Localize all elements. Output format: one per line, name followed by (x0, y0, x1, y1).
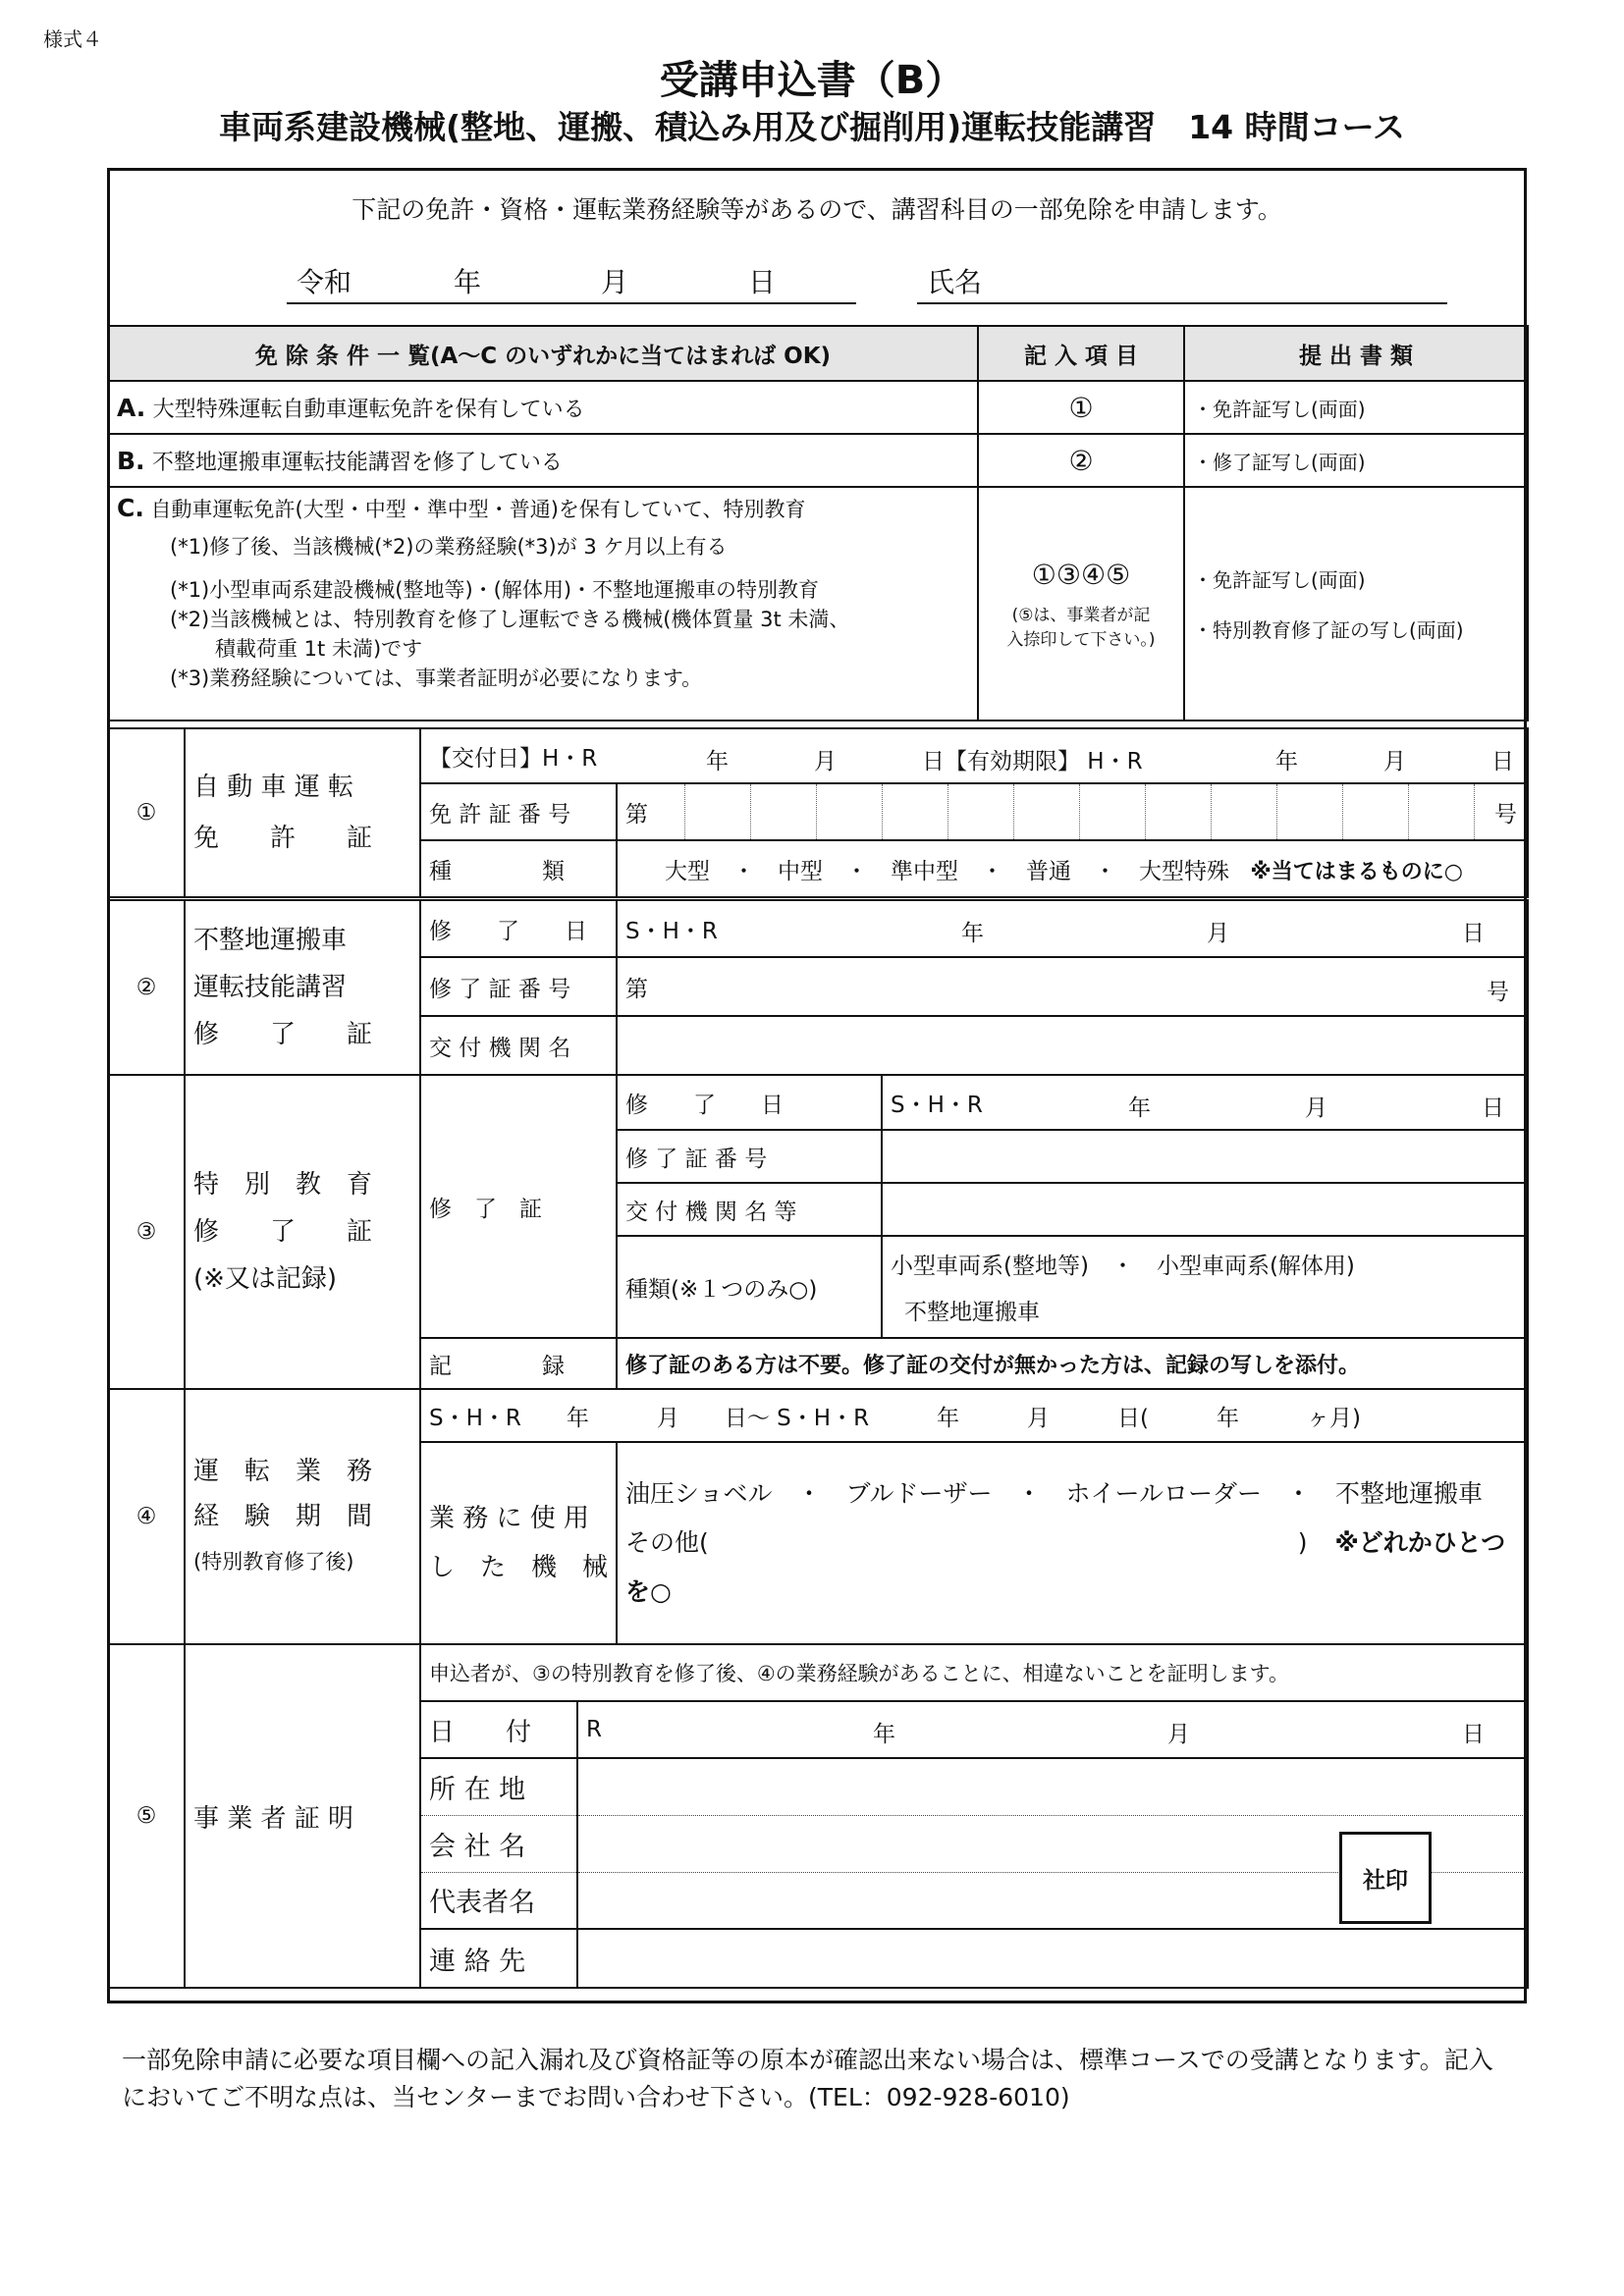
exemption-row-b (108, 434, 1528, 487)
date-month: 月 (1207, 921, 1229, 946)
intro-statement: 下記の免許・資格・運転業務経験等があるので、講習科目の一部免除を申請します。 (352, 195, 1282, 224)
row-c-line4: 積載荷重 1t 未満)です (215, 637, 423, 661)
contact-field[interactable] (577, 1929, 1528, 1988)
section-4-label-2: 経 験 期 間 (193, 1502, 373, 1531)
date-year: 年 (1128, 1095, 1151, 1121)
row-docs: ・免許証写し(両面) (1184, 381, 1528, 434)
section-2-label-1: 不整地運搬車 (193, 926, 348, 955)
cert-no-label: 修 了 証 番 号 (420, 957, 617, 1016)
section-3-label-2: 修 了 証 (193, 1217, 373, 1247)
date-era: R (586, 1717, 602, 1742)
date-year: 年 (961, 921, 984, 946)
machine-other: その他( ) (625, 1528, 1308, 1557)
issuer-field[interactable] (617, 1016, 1528, 1075)
date-year: 年 (873, 1722, 895, 1747)
row-text: 自動車運転免許(大型・中型・準中型・普通)を保有していて、特別教育 (150, 498, 806, 521)
digit-box[interactable] (1212, 784, 1277, 839)
experience-period-field[interactable]: S・H・R 年 月 日～ S・H・R 年 月 日( 年 ヶ月) (420, 1389, 1528, 1442)
machine-note: ※どれかひとつを○ (625, 1528, 1506, 1606)
digit-box[interactable] (685, 784, 751, 839)
digit-box[interactable] (1014, 784, 1080, 839)
row-docs: ・修了証写し(両面) (1184, 434, 1528, 487)
date-month: 月 (1305, 1095, 1327, 1121)
name-label: 氏名 (927, 266, 983, 298)
seal-label: 社印 (1363, 1867, 1408, 1894)
section-3-special-education (107, 1074, 1529, 1390)
section-1-label-2: 免 許 証 (193, 824, 373, 853)
section-5-label: 事 業 者 証 明 (185, 1644, 420, 1988)
section-2-label-2: 運転技能講習 (193, 973, 348, 1002)
completion-date-field[interactable] (882, 1075, 1528, 1130)
header-entry-items: 記 入 項 目 (978, 326, 1184, 381)
machine-options: 油圧ショベル ・ ブルドーザー ・ ホイールローダー ・ 不整地運搬車 (625, 1479, 1484, 1508)
company-label: 会 社 名 (420, 1815, 577, 1872)
row-c-line5: (*3)業務経験については、事業者証明が必要になります。 (170, 667, 703, 690)
digit-box[interactable] (1146, 784, 1212, 839)
digit-box[interactable] (883, 784, 948, 839)
row-docs-1: ・免許証写し(両面) (1193, 568, 1366, 592)
issuer-label: 交 付 機 関 名 (420, 1016, 617, 1075)
contact-label: 連 絡 先 (420, 1929, 577, 1988)
header-documents: 提 出 書 類 (1184, 326, 1528, 381)
section-2-certificate (107, 899, 1529, 1076)
date-day: 日 (1482, 1095, 1504, 1121)
address-field[interactable] (577, 1758, 1528, 1815)
exemption-table (107, 325, 1529, 721)
era-value: S・H・R (625, 918, 718, 944)
completion-date-label: 修 了 日 (420, 900, 617, 957)
exemption-row-c (108, 487, 1528, 721)
completion-date-label: 修 了 日 (617, 1075, 882, 1130)
row-entry: ① (978, 381, 1184, 434)
footnote: 一部免除申請に必要な項目欄への記入漏れ及び資格証等の原本が確認出来ない場合は、標準コースでの受講となります。記入においてご不明な点は、当センターまでお問い合わせ下さい。(TEL：092-928-6010) (122, 2046, 1493, 2111)
machines-label-1: 業 務 に 使 用 (429, 1504, 590, 1533)
name-line[interactable] (917, 261, 1447, 304)
document-title: 受講申込書（B） (659, 58, 965, 103)
section-3-number: ③ (108, 1075, 185, 1389)
era-value: S・H・R (891, 1092, 983, 1118)
valid-month: 月 (1383, 749, 1406, 774)
record-label: 記 録 (420, 1338, 617, 1389)
date-line[interactable] (287, 261, 856, 304)
section-1-label-1: 自 動 車 運 転 (193, 773, 354, 802)
row-entry-note-1: (⑤は、事業者が記 (1011, 605, 1151, 625)
header-conditions: 免 除 条 件 一 覧(A～C のいずれかに当てはまれば OK) (108, 326, 978, 381)
row-docs-2: ・特別教育修了証の写し(両面) (1193, 618, 1464, 642)
section-2-number: ② (108, 900, 185, 1075)
type-line-2: 不整地運搬車 (904, 1300, 1040, 1325)
section-3-label-1: 特 別 教 育 (193, 1170, 373, 1200)
section-1-license (107, 727, 1529, 898)
type-field[interactable] (882, 1236, 1528, 1338)
section-4-number: ④ (108, 1389, 185, 1644)
form-id: 様式４ (43, 27, 102, 51)
row-text: 大型特殊運転自動車運転免許を保有している (152, 397, 585, 422)
license-type-note: ※当てはまるものに○ (1250, 859, 1463, 884)
row-key: C. (117, 494, 144, 522)
company-seal-box[interactable] (1339, 1832, 1432, 1924)
cert-no-field[interactable] (882, 1130, 1528, 1183)
date-month: 月 (601, 266, 629, 298)
cert-no-label: 修 了 証 番 号 (617, 1130, 882, 1183)
license-issue-row[interactable] (420, 728, 1528, 783)
row-entry: ② (978, 434, 1184, 487)
digit-box[interactable] (1277, 784, 1343, 839)
license-no-label: 免 許 証 番 号 (420, 783, 617, 840)
row-c-line3: (*2)当該機械とは、特別教育を修了し運転できる機械(機体質量 3t 未満、 (170, 608, 850, 631)
issue-month: 月 (814, 749, 837, 774)
section-1-number: ① (108, 728, 185, 897)
license-no-field[interactable] (617, 783, 1528, 840)
cert-label: 修 了 証 (420, 1075, 617, 1338)
date-month: 月 (1167, 1722, 1190, 1747)
completion-date-field[interactable] (617, 900, 1528, 957)
valid-year: 年 (1275, 749, 1298, 774)
issuer-label: 交 付 機 関 名 等 (617, 1183, 882, 1236)
row-entry: ①③④⑤ (1031, 558, 1131, 591)
employer-statement: 申込者が、③の特別教育を修了後、④の業務経験があることに、相違ないことを証明します。 (420, 1644, 1528, 1701)
license-no-suffix: 号 (1494, 801, 1517, 828)
intro-box (107, 168, 1527, 325)
date-day: 日 (1462, 921, 1485, 946)
employer-date-field[interactable] (577, 1701, 1528, 1758)
record-note: 修了証のある方は不要。修了証の交付が無かった方は、記録の写しを添付。 (617, 1338, 1528, 1389)
cert-no-suffix: 号 (1487, 980, 1509, 1005)
machines-field[interactable] (617, 1442, 1528, 1644)
row-c-line2: (*1)小型車両系建設機械(整地等)・(解体用)・不整地運搬車の特別教育 (170, 578, 820, 602)
section-5-number: ⑤ (108, 1644, 185, 1988)
row-key: A. (117, 393, 146, 422)
machines-label-2: し た 機 械 (429, 1553, 609, 1582)
valid-day: 日 (1491, 749, 1514, 774)
row-entry-note-2: 入捺印して下さい。) (1006, 629, 1156, 650)
section-4-label-1: 運 転 業 務 (193, 1457, 373, 1486)
cert-no-prefix: 第 (625, 976, 648, 1002)
row-text: 不整地運搬車運転技能講習を修了している (151, 450, 563, 475)
section-4-label-3: (特別教育修了後) (193, 1550, 354, 1574)
exemption-row-a (108, 381, 1528, 434)
digit-box[interactable] (1080, 784, 1146, 839)
section-5-employer-certification (107, 1643, 1529, 1989)
license-type-field[interactable] (617, 840, 1528, 897)
representative-label: 代表者名 (420, 1872, 577, 1929)
type-line-1: 小型車両系(整地等) ・ 小型車両系(解体用) (891, 1254, 1355, 1279)
date-day: 日 (1462, 1722, 1485, 1747)
address-label: 所 在 地 (420, 1758, 577, 1815)
row-c-line1: (*1)修了後、当該機械(*2)の業務経験(*3)が 3 ケ月以上有る (170, 535, 728, 559)
date-year: 年 (454, 266, 482, 298)
license-types: 大型 ・ 中型 ・ 準中型 ・ 普通 ・ 大型特殊 (665, 858, 1229, 884)
date-era: 令和 (297, 266, 352, 298)
row-key: B. (117, 446, 145, 475)
section-2-label-3: 修 了 証 (193, 1020, 373, 1049)
date-label: 日 付 (420, 1701, 577, 1758)
issue-day-valid: 日【有効期限】 H・R (922, 749, 1143, 774)
digit-box[interactable] (948, 784, 1014, 839)
license-no-prefix: 第 (618, 784, 685, 839)
digit-box[interactable] (1343, 784, 1409, 839)
cert-no-field[interactable] (617, 957, 1528, 1016)
issuer-field[interactable] (882, 1183, 1528, 1236)
issue-year: 年 (706, 749, 729, 774)
digit-box[interactable] (1409, 784, 1475, 839)
document-subtitle: 車両系建設機械(整地、運搬、積込み用及び掘削用)運転技能講習 14 時間コース (219, 108, 1405, 146)
section-4-work-experience (107, 1388, 1529, 1645)
digit-box[interactable] (751, 784, 817, 839)
issue-label: 【交付日】H・R (429, 745, 598, 772)
digit-box[interactable] (817, 784, 883, 839)
section-3-label-3: (※又は記録) (193, 1264, 338, 1294)
date-day: 日 (748, 266, 777, 298)
type-label: 種類(※１つのみ○) (617, 1236, 882, 1338)
license-type-label: 種 類 (420, 840, 617, 897)
